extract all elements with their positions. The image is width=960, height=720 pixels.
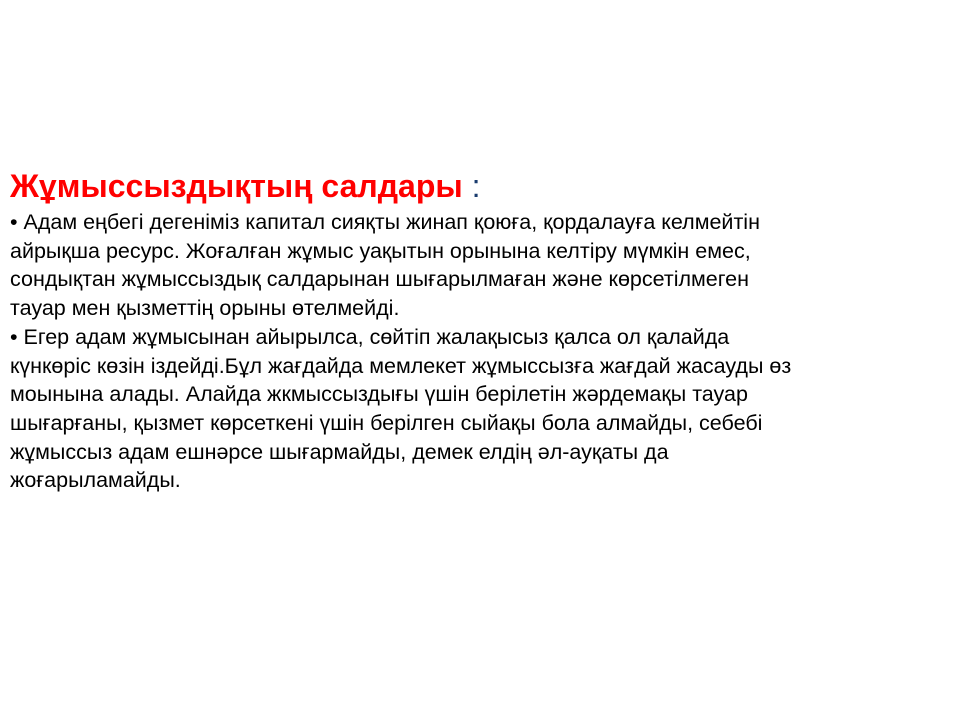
text-line: шығарғаны, қызмет көрсеткені үшін берілген сыйақы бола алмайды, себебі <box>10 410 763 435</box>
text-line: сондықтан жұмыссыздық салдарынан шығарылмаған және көрсетілмеген <box>10 267 749 292</box>
paragraph-1 <box>10 208 940 323</box>
text-line: тауар мен қызметтің орыны өтелмейді. <box>10 296 400 321</box>
text-line: моынына алады. Алайда жкмыссыздығы үшін берілетін жәрдемақы тауар <box>10 382 748 407</box>
slide-content <box>10 164 940 495</box>
text-line: айрықша ресурс. Жоғалған жұмыс уақытын орынына келтіру мүмкін емес, <box>10 238 751 263</box>
text-line: жұмыссыз адам ешнәрсе шығармайды, демек елдің әл-ауқаты да <box>10 439 669 464</box>
text-line: күнкөріс көзін іздейді.Бұл жағдайда мемлекет жұмыссызға жағдай жасауды өз <box>10 353 792 378</box>
text-line: • Адам еңбегі дегеніміз капитал сияқты жинап қоюға, қордалауға келмейтін <box>10 210 760 234</box>
paragraph-2 <box>10 323 940 495</box>
text-line: жоғарыламайды. <box>10 468 181 493</box>
title-colon: : <box>462 168 481 204</box>
slide-title <box>10 164 940 208</box>
text-line: • Егер адам жұмысынан айырылса, сөйтіп жалақысыз қалса ол қалайда <box>10 324 730 349</box>
title-text: Жұмыссыздықтың салдары <box>10 168 463 204</box>
